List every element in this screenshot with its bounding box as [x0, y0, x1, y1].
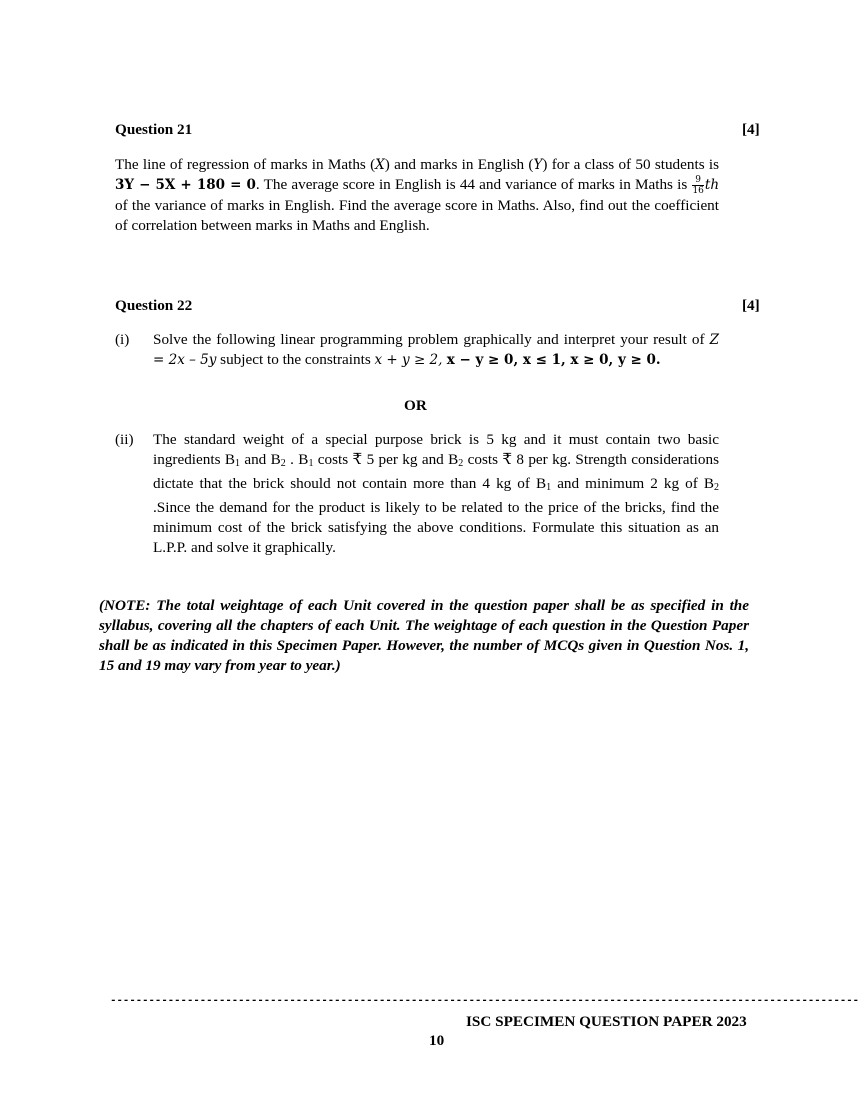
part-ii-label: (ii) [115, 431, 134, 448]
question-21-heading: Question 21 [115, 121, 193, 138]
question-21-marks: [4] [742, 121, 760, 138]
part-i-label: (i) [115, 331, 130, 348]
or-separator: OR [404, 397, 427, 414]
question-22-heading: Question 22 [115, 297, 193, 314]
question-21-text: The line of regression of marks in Maths (X) and marks in English (Y) for a class of 50 students is 3Y − 5X + 180 = 0. The average score in English is 44 and variance of marks in Maths is $\frac{9}{16}$ th of the variance of marks in English. Find the average score in Maths. Also, find out the coefficient of correlation between marks in Maths and English. [115, 156, 720, 235]
question-22-part-ii: (ii) The standard weight of a special purpose brick is 5 kg and it must contain two basic ingredients $B_1$ and $B_2$ . $B_1$ costs ₹ 5 per kg and $B_2$ costs ₹ 8 per kg. Strength considerations dictate that the brick should not contain more than 4 kg of $B_1$ and minimum 2 kg of $B_2$ .Since the demand for the product is likely to be related to the price of the bricks, find the minimum cost of the brick satisfying the above conditions. Formulate this situation as an L.P.P. and solve it graphically. [115, 431, 719, 556]
syllabus-note: (NOTE: The total weightage of each Unit covered in the question paper shall be as specified in the syllabus, covering all the chapters of each Unit. The weightage of each question in the Question Paper shall be as indicated in this Specimen Paper. However, the number of MCQs given in Question Nos. 1, 15 and 19 may vary from year to year.) [99, 597, 749, 674]
fraction-nine-sixteenths: $\frac{9}{16}$ [692, 175, 704, 197]
regression-equation: 3Y − 5X + 180 = 0 [115, 177, 256, 193]
objective-function: Z = 2x – 5y [153, 332, 719, 368]
question-22-part-i: (i) Solve the following linear programming problem graphically and interpret your result of Z = 2x – 5y subject to the constraints x + y ≥ 2, x − y ≥ 0, x ≤ 1, x ≥ 0, y ≥ 0. [115, 331, 719, 368]
page-number: 10 [429, 1032, 445, 1049]
constraint-1: x + y ≥ 2, [374, 352, 447, 368]
footer-divider: --------------------------------------------------------------------------------------------------------------------- [110, 995, 859, 1007]
constraints-rest: x − y ≥ 0, x ≤ 1, x ≥ 0, y ≥ 0. [446, 352, 661, 368]
footer-title: ISC SPECIMEN QUESTION PAPER 2023 [466, 1013, 747, 1030]
question-22-marks: [4] [742, 297, 760, 314]
